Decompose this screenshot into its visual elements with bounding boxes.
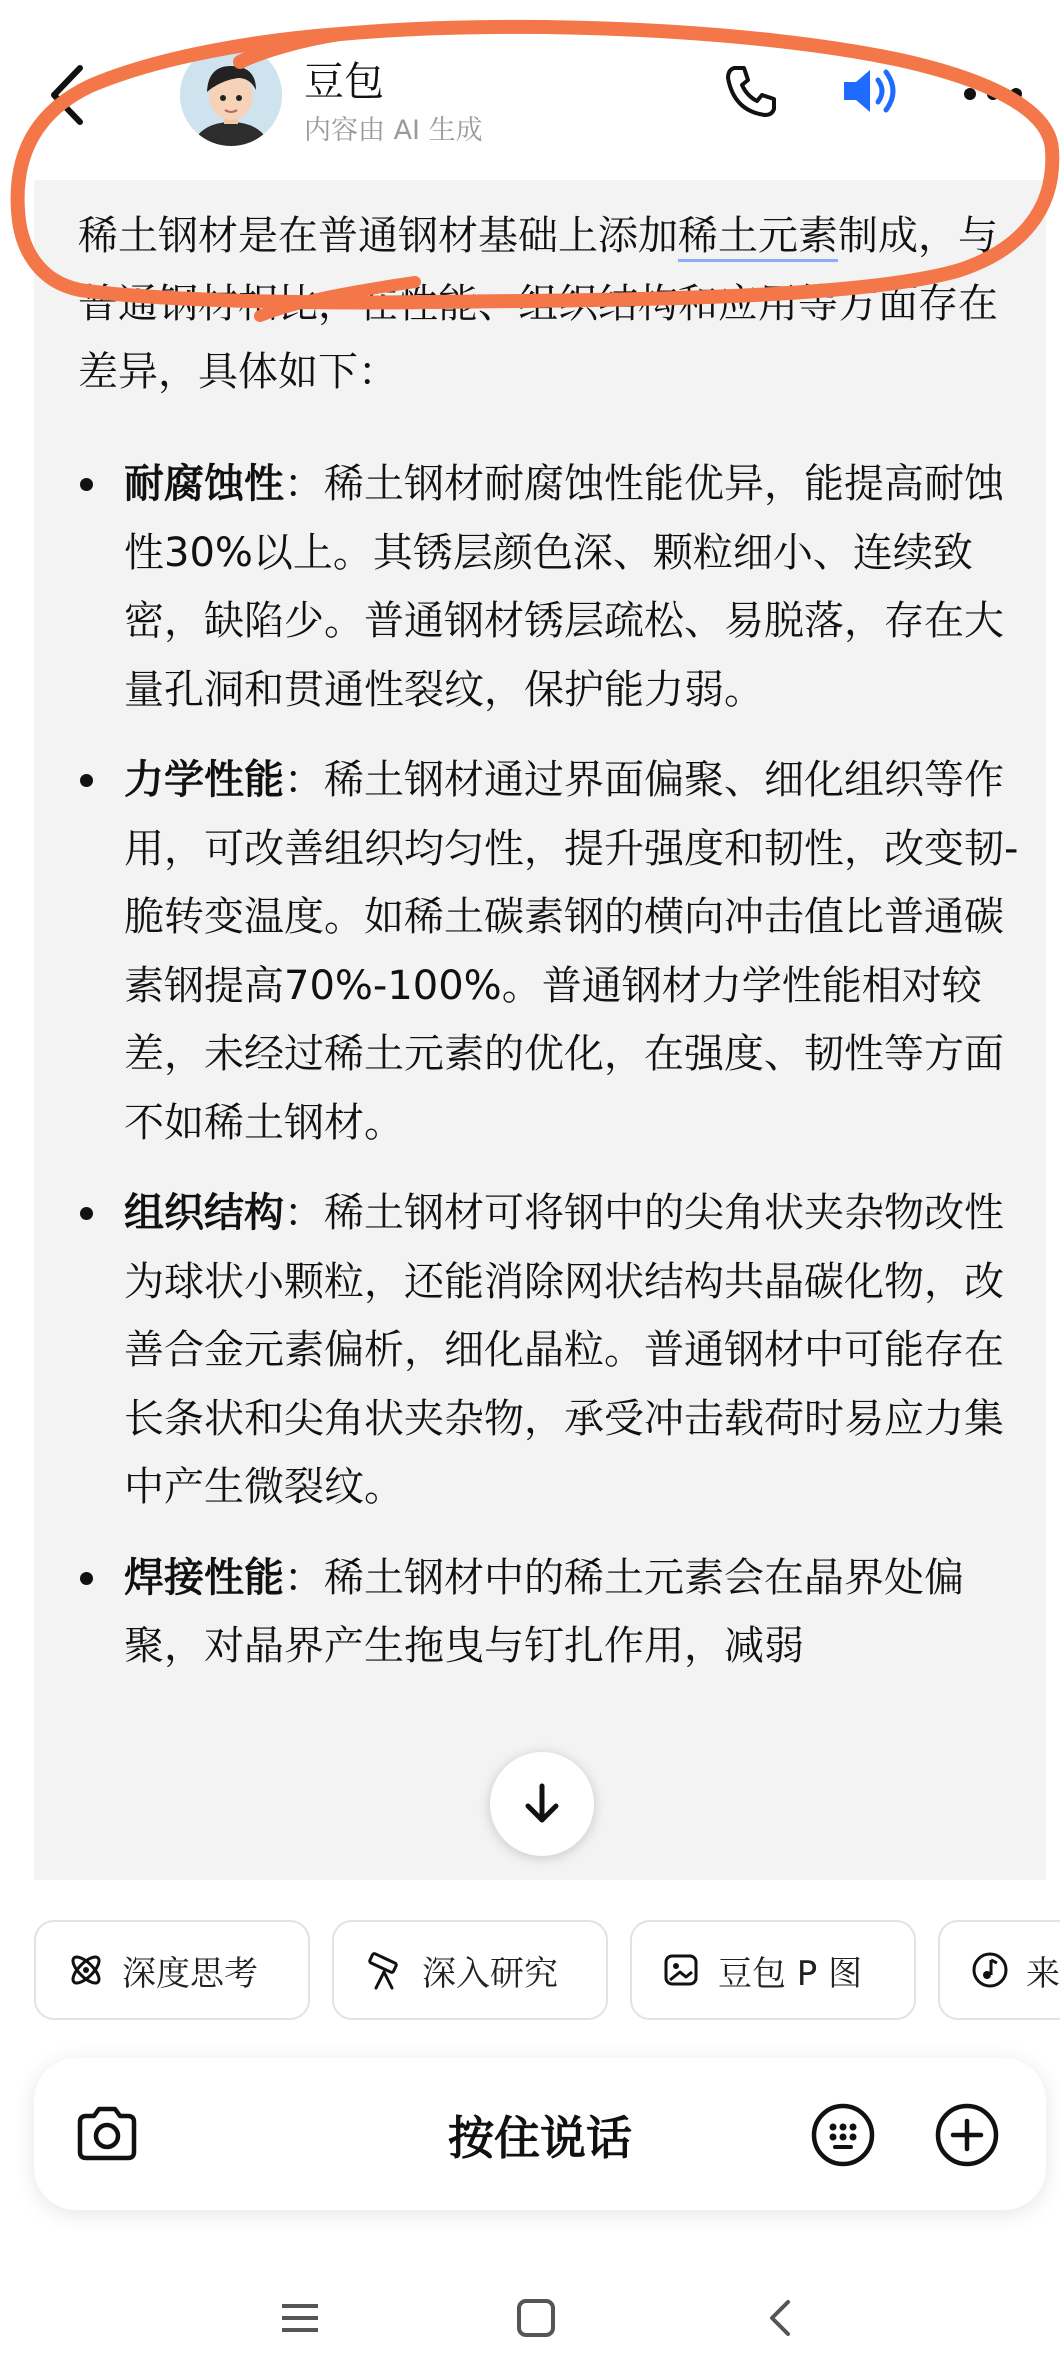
chip-label: 来 — [1026, 1953, 1060, 1994]
rare-earth-link[interactable]: 稀土元素 — [678, 213, 838, 262]
emoji-keyboard-icon[interactable] — [810, 2102, 876, 2168]
chip-label: 深入研究 — [422, 1953, 558, 1994]
arrow-down-icon — [520, 1780, 564, 1828]
chip-music[interactable] — [938, 1920, 1060, 2020]
image-edit-icon — [662, 1950, 702, 1990]
ai-message-bubble — [34, 180, 1046, 1880]
chip-label: 豆包 P 图 — [718, 1953, 863, 1994]
list-item — [34, 746, 1046, 1157]
scroll-to-bottom-button[interactable] — [490, 1752, 594, 1856]
chat-header — [0, 0, 1060, 180]
intro-text-rest: 制成，与普通钢材相比，在性能、组织结构和应用等方面存在差异，具体如下： — [78, 213, 998, 395]
item-body: ：稀土钢材中的稀土元素会在晶界处偏聚，对晶界产生拖曳与钉扎作用，减弱 — [124, 1554, 964, 1669]
item-body: ：稀土钢材可将钢中的尖角状夹杂物改性为球状小颗粒，还能消除网状结构共晶碳化物，改善合金元素偏析，细化晶粒。普通钢材中可能存在长条状和尖角状夹杂物，承受冲击载荷时易应力集中产生微裂纹。 — [124, 1190, 1004, 1510]
list-item — [34, 450, 1046, 724]
list-item — [34, 1179, 1046, 1522]
quick-action-chips — [34, 1920, 1060, 2024]
menu-icon[interactable] — [280, 2302, 320, 2334]
item-title: 力学性能 — [124, 757, 284, 803]
comparison-list — [34, 450, 1046, 1703]
bullet-dot — [80, 1207, 93, 1220]
bullet-dot — [80, 774, 93, 787]
chip-doubao-p-image[interactable] — [630, 1920, 916, 2020]
input-bar — [34, 2058, 1046, 2210]
intro-paragraph — [78, 202, 1018, 406]
item-body: ：稀土钢材耐腐蚀性能优异，能提高耐蚀性30%以上。其锈层颜色深、颗粒细小、连续致密，缺陷少。普通钢材锈层疏松、易脱落，存在大量孔洞和贯通性裂纹，保护能力弱。 — [124, 461, 1004, 713]
ai-generated-note: 内容由 AI 生成 — [304, 115, 483, 146]
back-arrow-icon[interactable] — [42, 60, 92, 130]
bullet-dot — [80, 478, 93, 491]
bot-name: 豆包 — [304, 59, 384, 105]
list-item — [34, 1544, 1046, 1681]
speaker-icon[interactable] — [838, 62, 908, 120]
music-icon — [970, 1950, 1010, 1990]
more-icon[interactable] — [962, 86, 1024, 102]
atom-icon — [66, 1950, 106, 1990]
back-nav-icon[interactable] — [764, 2298, 794, 2338]
chip-deep-research[interactable] — [332, 1920, 608, 2020]
item-title: 组织结构 — [124, 1190, 284, 1236]
system-nav-bar — [0, 2260, 1060, 2374]
phone-icon[interactable] — [722, 62, 780, 120]
telescope-icon — [364, 1950, 406, 1990]
intro-text: 稀土钢材是在普通钢材基础上添加 — [78, 213, 678, 259]
avatar[interactable] — [180, 44, 282, 146]
home-icon[interactable] — [516, 2298, 556, 2338]
bullet-dot — [80, 1572, 93, 1585]
plus-icon[interactable] — [934, 2102, 1000, 2168]
chip-deep-thinking[interactable] — [34, 1920, 310, 2020]
item-title: 耐腐蚀性 — [124, 461, 284, 507]
item-title: 焊接性能 — [124, 1554, 284, 1601]
chip-label: 深度思考 — [122, 1953, 258, 1994]
hold-to-talk-button[interactable]: 按住说话 — [448, 2111, 632, 2165]
item-body: ：稀土钢材通过界面偏聚、细化组织等作用，可改善组织均匀性，提升强度和韧性，改变韧-脆转变温度。如稀土碳素钢的横向冲击值比普通碳素钢提高70%-100%。普通钢材力学性能相对较差，未经过稀土元素的优化，在强度、韧性等方面不如稀土钢材。 — [124, 757, 1019, 1146]
